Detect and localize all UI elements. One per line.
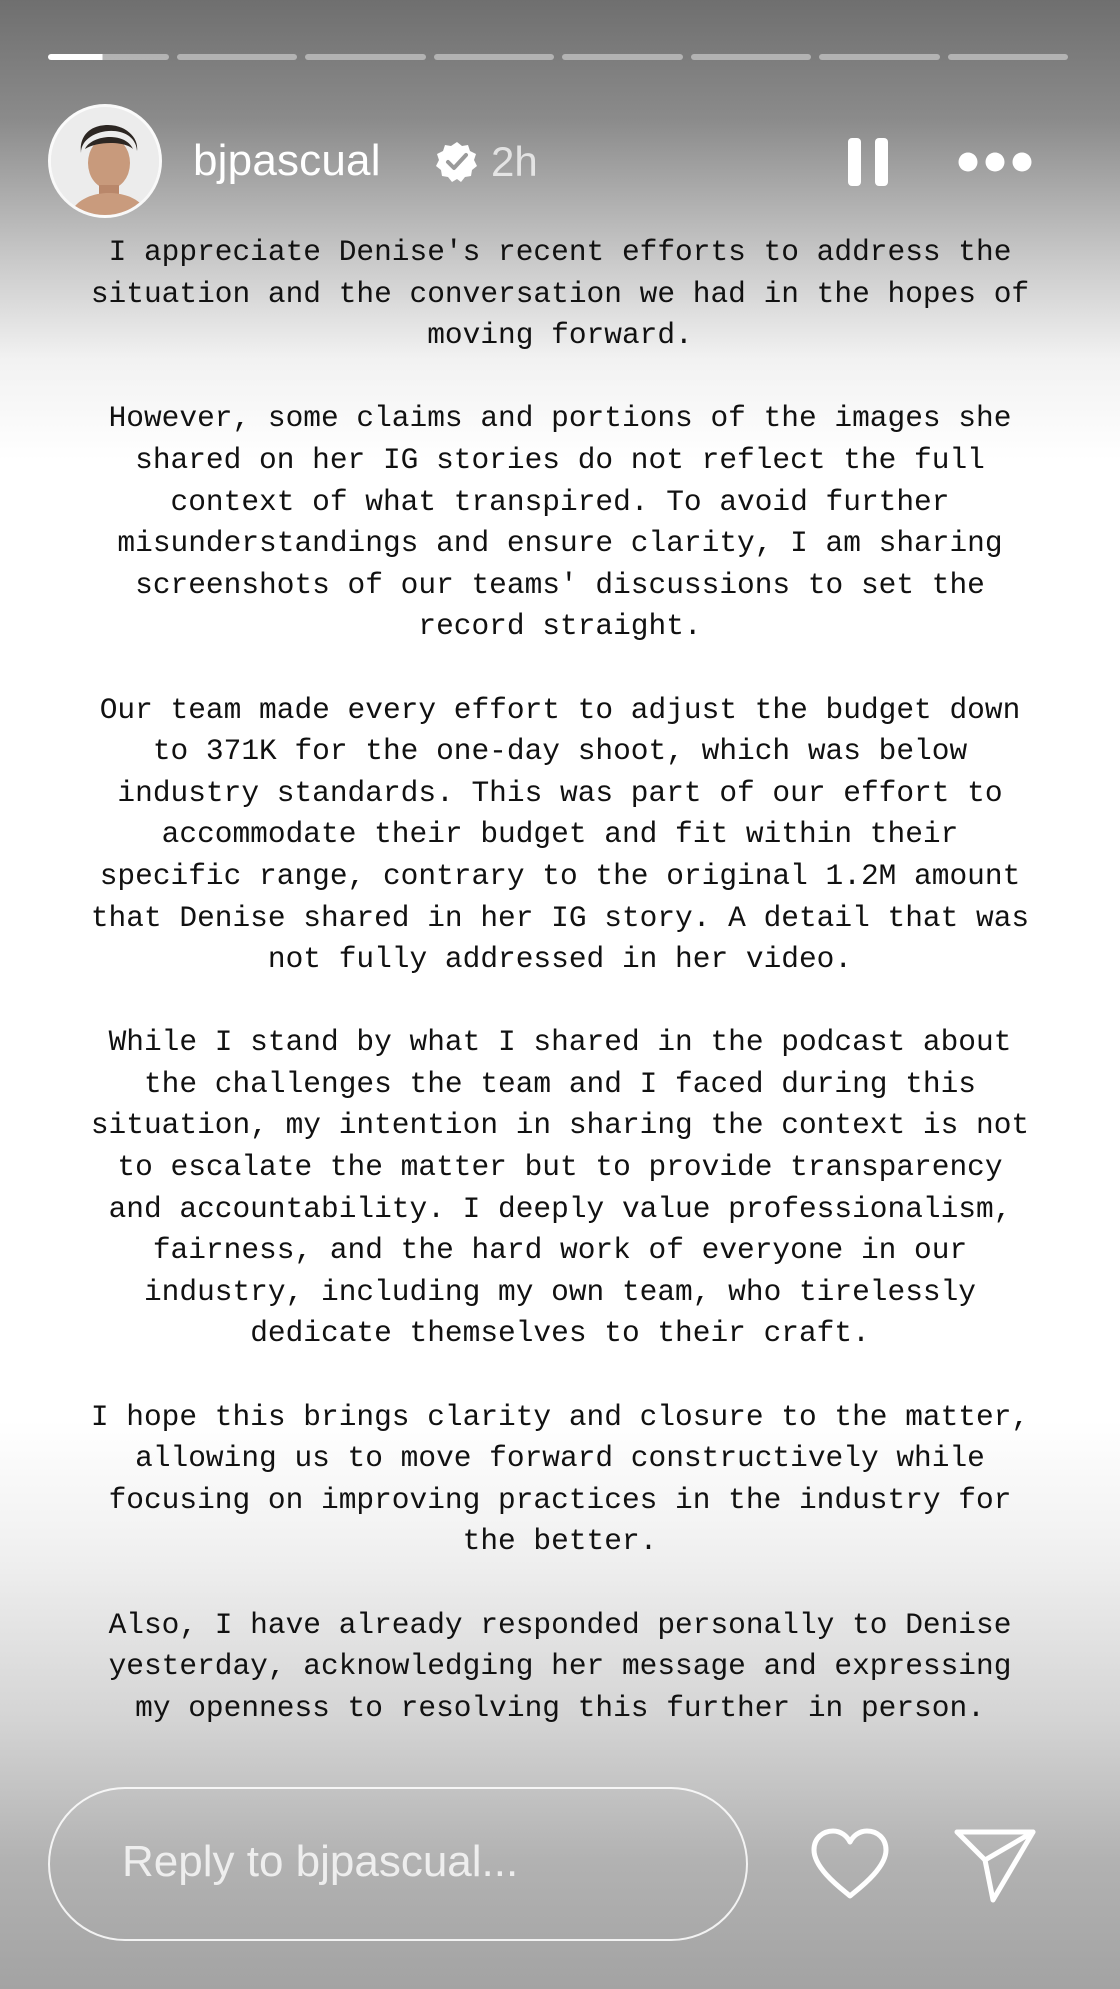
story-progress-bar [48,54,1068,60]
progress-segment [434,54,555,60]
reply-input[interactable] [48,1787,748,1941]
story-line: I appreciate Denise's recent efforts to address the [108,235,1012,269]
story-line: record straight. [418,609,702,644]
avatar[interactable] [48,104,162,218]
story-line: and accountability. I deeply value professionalism, [108,1191,1012,1226]
story-line: shared on her IG stories do not reflect the full [135,442,985,477]
story-line: context of what transpired. To avoid further [170,484,950,519]
send-icon[interactable] [953,1826,1037,1904]
story-paragraph [40,1397,1080,1563]
progress-segment [948,54,1069,60]
progress-segment [177,54,298,60]
story-line: industry standards. This was part of our effort to [117,775,1003,810]
story-text [40,232,1080,1771]
story-paragraph [40,232,1080,357]
story-line: the better. [462,1524,658,1559]
verified-badge-icon [435,140,479,184]
story-line: screenshots of our teams' discussions to set the [135,567,985,602]
story-line: industry, including my own team, who tirelessly [143,1274,977,1309]
heart-icon[interactable] [808,1826,892,1902]
story-line: However, some claims and portions of the images she [108,401,1012,436]
more-options-icon[interactable] [955,149,1035,175]
story-paragraph [40,1605,1080,1730]
progress-segment [305,54,426,60]
story-line: focusing on improving practices in the industry for [108,1482,1012,1517]
story-line: fairness, and the hard work of everyone in our [152,1233,968,1268]
story-paragraph [40,1022,1080,1355]
progress-segment [819,54,940,60]
story-line: not fully addressed in her video. [267,942,853,977]
story-line: my openness to resolving this further in person. [135,1690,985,1725]
progress-segment [48,54,169,60]
reply-placeholder: Reply to bjpascual... [122,1837,519,1886]
story-line: specific range, contrary to the original 1.2M amount [99,858,1021,893]
story-line: to escalate the matter but to provide transparency [117,1150,1003,1185]
pause-icon[interactable] [846,136,890,188]
username[interactable]: bjpascual [193,136,381,185]
story-paragraph [40,690,1080,981]
story-line: accommodate their budget and fit within their [161,817,959,852]
story-line: allowing us to move forward constructively while [135,1441,985,1476]
post-time: 2h [491,138,538,185]
story-line: to 371K for the one-day shoot, which was below [152,734,968,769]
story-line: I hope this brings clarity and closure to the matter, [90,1399,1030,1434]
story-line: dedicate themselves to their craft. [250,1316,870,1351]
story-line: While I stand by what I shared in the podcast about [108,1025,1012,1060]
story-line: that Denise shared in her IG story. A detail that was [90,900,1030,935]
story-line: moving forward. [427,318,693,353]
story-line: misunderstandings and ensure clarity, I am sharing [117,526,1003,561]
story-line: Our team made every effort to adjust the budget down [99,692,1021,727]
story-header [48,104,1072,214]
story-line: yesterday, acknowledging her message and expressing [108,1649,1012,1684]
story-line: situation and the conversation we had in the hopes of [90,276,1030,311]
story-line: the challenges the team and I faced during this [143,1066,977,1101]
progress-segment [562,54,683,60]
progress-segment [691,54,812,60]
story-line: Also, I have already responded personally to Denise [108,1607,1012,1642]
story-line: situation, my intention in sharing the context is not [90,1108,1030,1143]
story-paragraph [40,398,1080,648]
